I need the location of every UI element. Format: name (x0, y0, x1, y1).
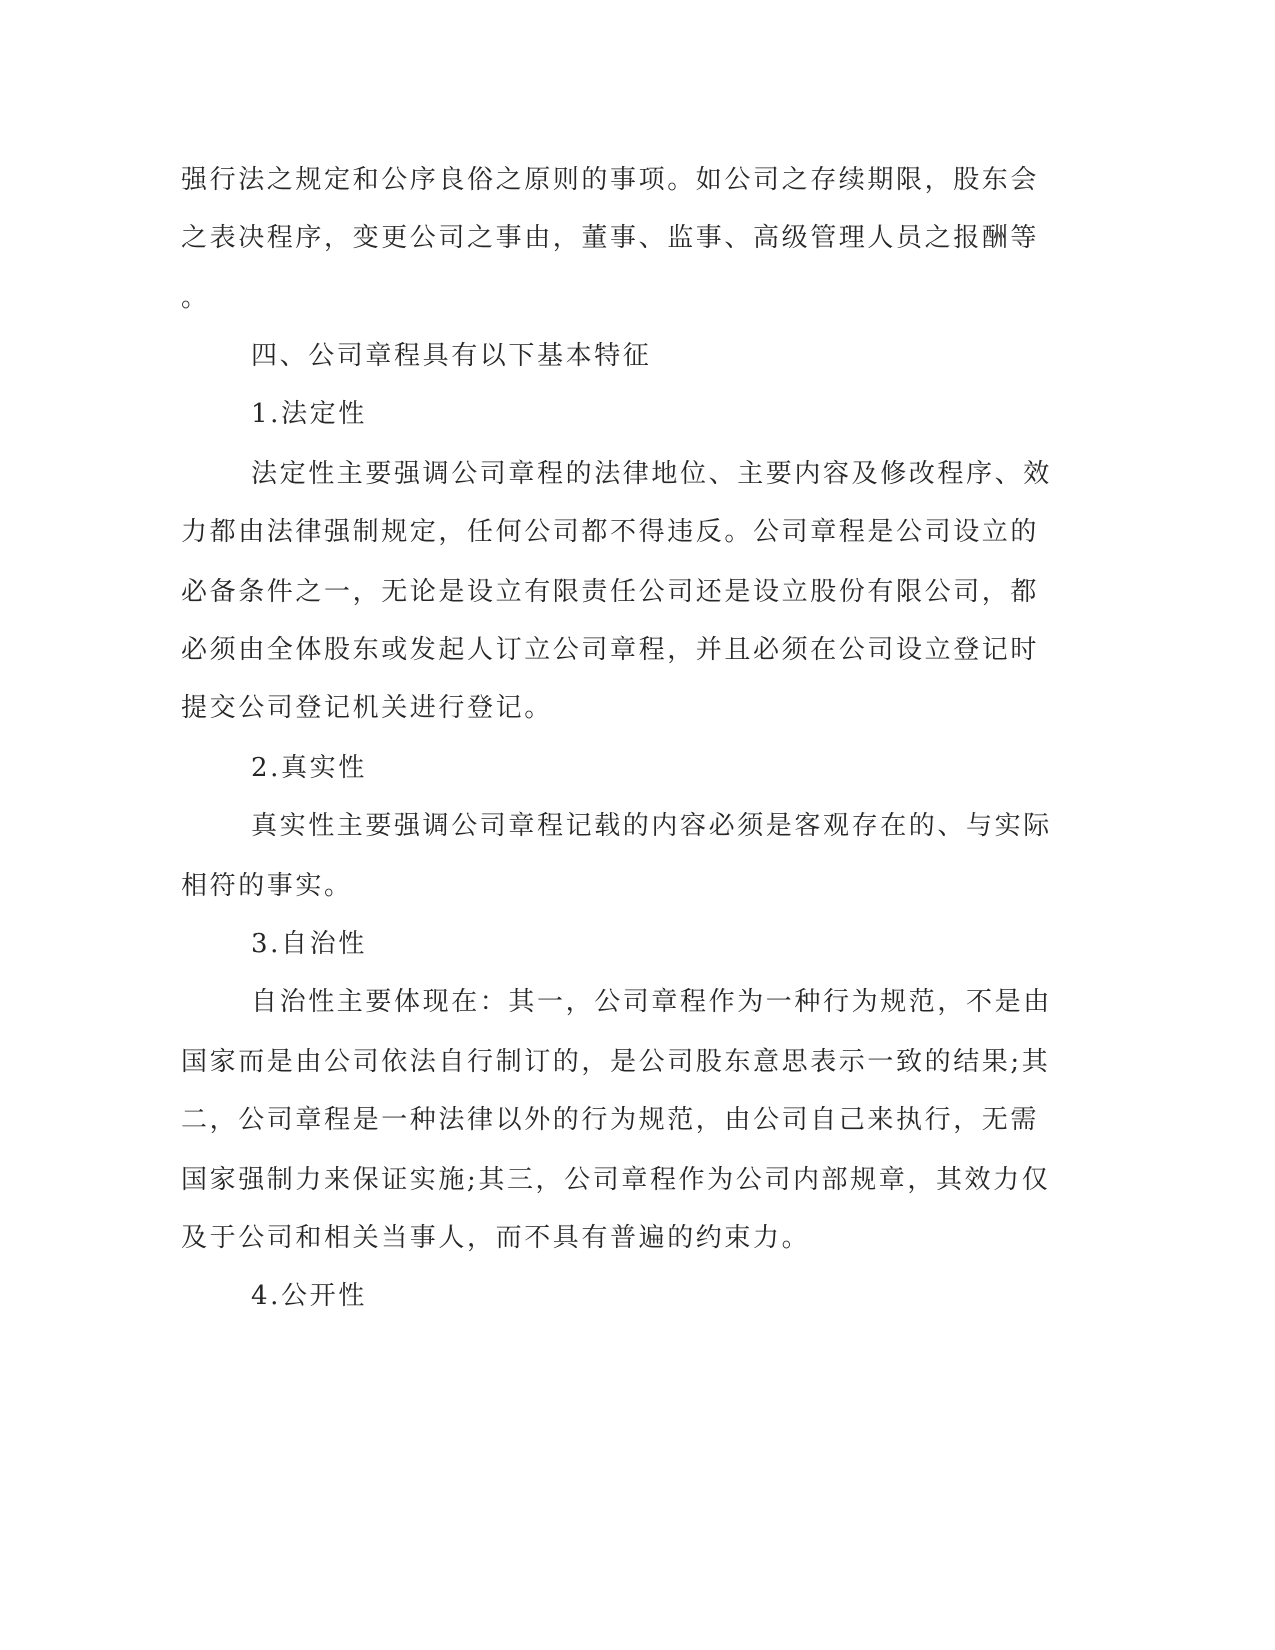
subsection-heading: 2.真实性 (251, 753, 367, 783)
section-heading: 四、公司章程具有以下基本特征 (251, 341, 652, 371)
text-line: 国家而是由公司依法自行制订的，是公司股东意思表示一致的结果;其 (181, 1047, 1051, 1077)
text-line: 力都由法律强制规定，任何公司都不得违反。公司章程是公司设立的 (181, 517, 1040, 547)
text-line: 强行法之规定和公序良俗之原则的事项。如公司之存续期限，股东会 (181, 165, 1040, 195)
text-line: 提交公司登记机关进行登记。 (181, 693, 553, 723)
subsection-heading: 4.公开性 (251, 1281, 367, 1311)
text-line: 必须由全体股东或发起人订立公司章程，并且必须在公司设立登记时 (181, 635, 1040, 665)
text-line: 之表决程序，变更公司之事由，董事、监事、高级管理人员之报酬等 (181, 223, 1040, 253)
subsection-heading: 3.自治性 (251, 929, 367, 959)
text-line: 国家强制力来保证实施;其三，公司章程作为公司内部规章，其效力仅 (181, 1165, 1051, 1195)
subsection-heading: 1.法定性 (251, 399, 367, 429)
text-line: 真实性主要强调公司章程记载的内容必须是客观存在的、与实际 (251, 811, 1052, 841)
text-line: 相符的事实。 (181, 871, 353, 901)
text-line: 自治性主要体现在：其一，公司章程作为一种行为规范，不是由 (251, 987, 1052, 1017)
text-line: 法定性主要强调公司章程的法律地位、主要内容及修改程序、效 (251, 459, 1052, 489)
text-line: 及于公司和相关当事人，而不具有普遍的约束力。 (181, 1223, 811, 1253)
text-line: 必备条件之一，无论是设立有限责任公司还是设立股份有限公司，都 (181, 577, 1040, 607)
text-line: 二，公司章程是一种法律以外的行为规范，由公司自己来执行，无需 (181, 1105, 1040, 1135)
text-line: 。 (181, 283, 210, 313)
